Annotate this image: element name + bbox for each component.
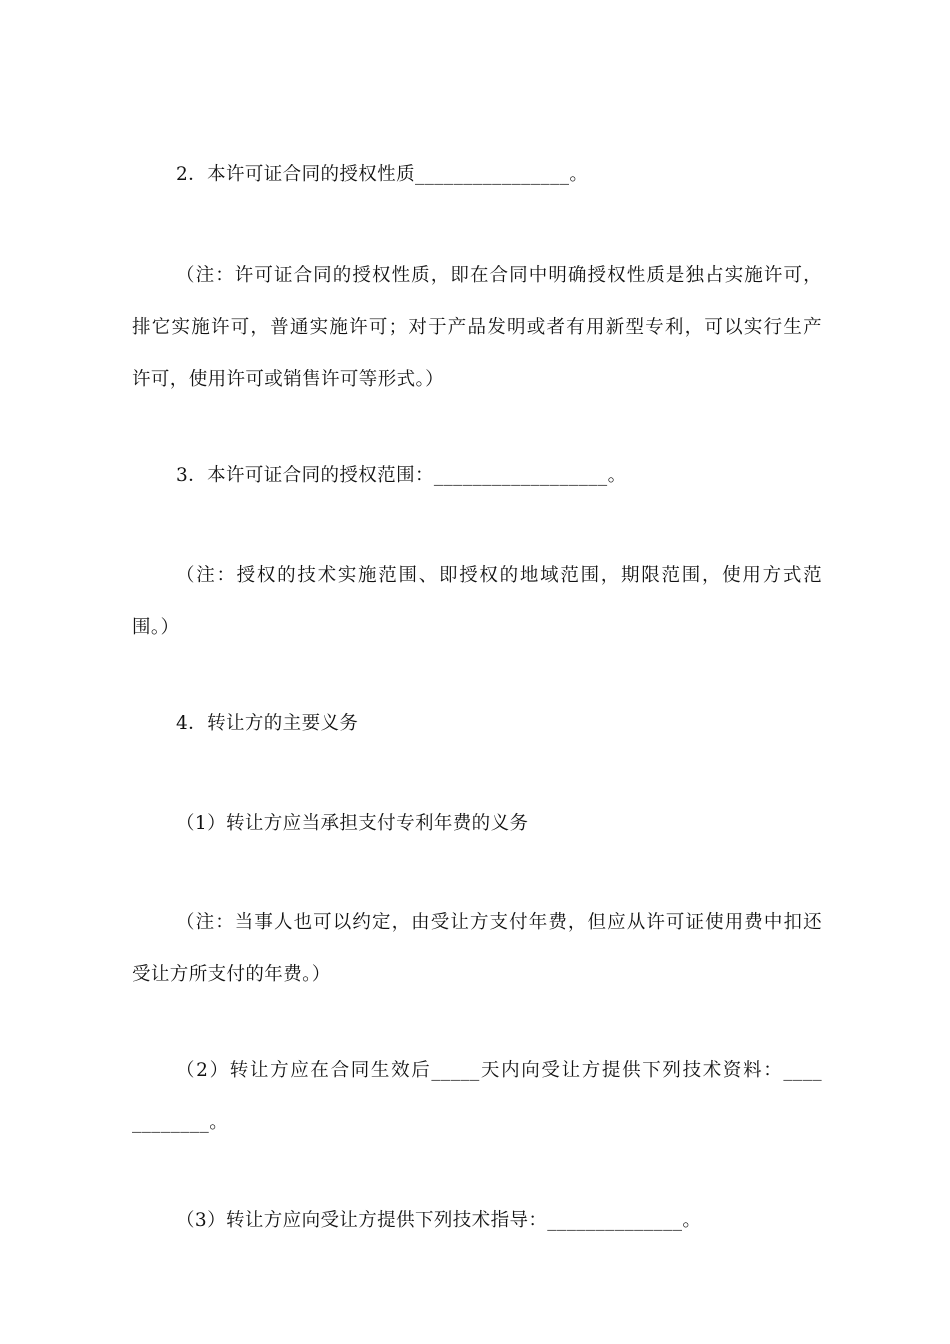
- clause-4-2-line-2: ________。: [132, 1112, 229, 1133]
- note-4-1-line-1: （注：当事人也可以约定，由受让方支付年费，但应从许可证使用费中扣还: [176, 912, 822, 933]
- clause-4-2-line-1: （2）转让方应在合同生效后_____天内向受让方提供下列技术资料：____: [176, 1060, 822, 1081]
- note-2-line-1: （注：许可证合同的授权性质，即在合同中明确授权性质是独占实施许可，: [176, 265, 822, 286]
- clause-3-authorization-scope: 3．本许可证合同的授权范围：__________________。: [176, 465, 627, 486]
- note-2-line-3: 许可，使用许可或销售许可等形式。）: [132, 369, 445, 390]
- note-2-line-2: 排它实施许可，普通实施许可；对于产品发明或者有用新型专利，可以实行生产: [132, 317, 822, 338]
- note-3-line-2: 围。）: [132, 617, 180, 638]
- note-4-1-line-2: 受让方所支付的年费。）: [132, 964, 331, 985]
- note-3-line-1: （注：授权的技术实施范围、即授权的地域范围，期限范围，使用方式范: [176, 565, 822, 586]
- clause-4-1-patent-fee: （1）转让方应当承担支付专利年费的义务: [176, 813, 529, 834]
- clause-2-authorization-nature: 2．本许可证合同的授权性质________________。: [176, 164, 589, 185]
- clause-4-3-technical-guidance: （3）转让方应向受让方提供下列技术指导：______________。: [176, 1210, 702, 1231]
- clause-4-transferor-obligations: 4．转让方的主要义务: [176, 713, 359, 734]
